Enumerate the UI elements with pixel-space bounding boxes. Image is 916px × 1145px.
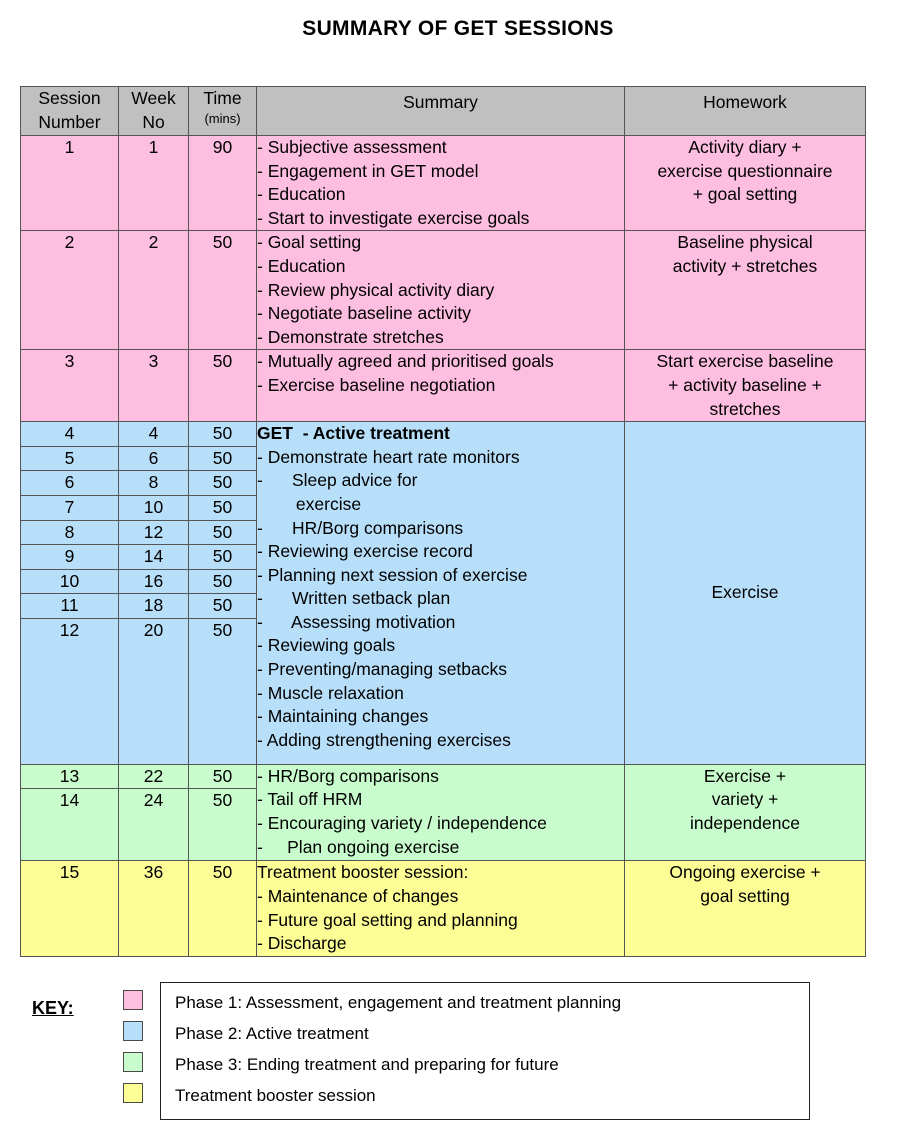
summary-line: - Subjective assessment [257,137,447,157]
summary-line: - Review physical activity diary [257,279,495,300]
cell-time: 50 [189,569,257,594]
summary-line: - Assessing motivation [257,611,456,632]
homework-line: stretches [709,398,781,419]
cell-homework [625,350,866,422]
summary-line: - Future goal setting and planning [257,909,518,930]
summary-line: - Engagement in GET model [257,160,479,181]
summary-line: - Discharge [257,933,347,954]
cell-time: 50 [189,861,257,956]
homework-line: Exercise [711,582,779,603]
column-header-session-number [21,87,119,136]
summary-line: - HR/Borg comparisons [257,517,464,538]
summary-line: - Negotiate baseline activity [257,303,471,324]
cell-time: 50 [189,446,257,471]
cell-time: 50 [189,350,257,422]
header-time-units: (mins) [204,110,241,126]
column-header-homework: Homework [625,87,866,136]
cell-week-no: 22 [119,764,189,789]
summary-line: - Sleep advice for [257,470,418,491]
homework-line: goal setting [700,886,790,907]
homework-line: Baseline physical [677,232,813,253]
cell-time: 50 [189,789,257,861]
summary-line: - Education [257,255,346,276]
key-label: KEY: [32,998,74,1018]
key-swatch-column [123,990,153,1114]
cell-session-number: 7 [21,495,119,520]
summary-line: - Exercise baseline negotiation [257,374,496,395]
cell-session-number: 3 [21,350,119,422]
cell-time: 50 [189,618,257,764]
cell-session-number: 8 [21,520,119,545]
cell-homework [625,231,866,350]
column-header-summary: Summary [257,87,625,136]
summary-line: - Plan ongoing exercise [257,836,460,857]
cell-week-no: 6 [119,446,189,471]
cell-week-no: 2 [119,231,189,350]
table-body [21,136,866,957]
summary-line: - Maintaining changes [257,706,429,727]
cell-summary [257,231,625,350]
summary-line: - Adding strengthening exercises [257,729,511,750]
cell-time: 50 [189,495,257,520]
key-item-label: Phase 1: Assessment, engagement and treatment planning [175,993,622,1012]
homework-line: Activity diary + [688,137,802,157]
cell-week-no: 1 [119,136,189,231]
key-item-label: Treatment booster session [175,1086,376,1105]
homework-line: exercise questionnaire [657,160,833,181]
key-swatch-2 [123,1021,143,1041]
cell-homework [625,861,866,956]
homework-line: Exercise + [703,765,787,786]
cell-session-number: 14 [21,789,119,861]
cell-homework [625,422,866,765]
table-row [21,136,866,231]
key-swatch-1 [123,990,143,1010]
cell-summary [257,764,625,861]
cell-week-no: 18 [119,594,189,619]
summary-line: - Encouraging variety / independence [257,813,547,834]
cell-week-no: 10 [119,495,189,520]
cell-session-number: 11 [21,594,119,619]
key-item-label: Phase 3: Ending treatment and preparing for future [175,1055,559,1074]
summary-line: - HR/Borg comparisons [257,765,439,786]
page-title: SUMMARY OF GET SESSIONS [302,17,614,40]
cell-week-no: 8 [119,471,189,496]
homework-line: activity + stretches [672,255,818,276]
summary-line: GET - Active treatment [257,423,450,444]
cell-session-number: 1 [21,136,119,231]
cell-homework [625,136,866,231]
summary-line: - Written setback plan [257,588,451,609]
summary-line: - Planning next session of exercise [257,564,528,585]
summary-line: - Goal setting [257,232,362,253]
key-legend [20,982,810,1122]
summary-line: - Demonstrate stretches [257,326,444,347]
cell-time: 90 [189,136,257,231]
schedule-table-container [20,86,865,957]
header-time-line1: Time [203,88,242,108]
summary-line: - Mutually agreed and prioritised goals [257,351,554,372]
table-row [21,422,866,447]
header-row [21,87,866,136]
cell-time: 50 [189,520,257,545]
key-swatch-3 [123,1052,143,1072]
cell-session-number: 4 [21,422,119,447]
cell-session-number: 10 [21,569,119,594]
cell-week-no: 20 [119,618,189,764]
summary-line: - Muscle relaxation [257,682,404,703]
key-text-column [161,983,809,1111]
header-week-line2: No [142,111,165,132]
cell-time: 50 [189,471,257,496]
homework-line: Start exercise baseline [656,351,834,372]
table-header [21,87,866,136]
cell-homework [625,764,866,861]
cell-summary [257,350,625,422]
summary-line: - Preventing/managing setbacks [257,659,507,680]
cell-time: 50 [189,594,257,619]
cell-session-number: 15 [21,861,119,956]
cell-session-number: 2 [21,231,119,350]
summary-line: - Start to investigate exercise goals [257,207,530,228]
table-row [21,764,866,789]
cell-week-no: 12 [119,520,189,545]
cell-session-number: 12 [21,618,119,764]
cell-week-no: 16 [119,569,189,594]
table-row [21,861,866,956]
header-week-line1: Week [131,88,176,108]
cell-session-number: 13 [21,764,119,789]
summary-line: - Reviewing goals [257,635,396,656]
column-header-week-no [119,87,189,136]
summary-line: - Reviewing exercise record [257,541,473,562]
cell-session-number: 9 [21,545,119,570]
homework-line: independence [690,813,800,834]
cell-time: 50 [189,764,257,789]
cell-summary [257,422,625,765]
table-row [21,231,866,350]
key-swatch-4 [123,1083,143,1103]
cell-week-no: 3 [119,350,189,422]
summary-line: - Demonstrate heart rate monitors [257,446,520,467]
key-item-label: Phase 2: Active treatment [175,1024,369,1043]
homework-line: Ongoing exercise + [669,862,821,883]
homework-line: variety + [711,789,779,810]
cell-session-number: 6 [21,471,119,496]
cell-week-no: 4 [119,422,189,447]
cell-session-number: 5 [21,446,119,471]
homework-line: + goal setting [692,184,798,205]
summary-line: - Maintenance of changes [257,886,459,907]
homework-line: + activity baseline + [668,374,822,395]
cell-time: 50 [189,422,257,447]
get-sessions-table [20,86,866,957]
summary-line: - Tail off HRM [257,789,363,810]
cell-time: 50 [189,231,257,350]
column-header-time [189,87,257,136]
key-text-box [160,982,810,1120]
cell-week-no: 24 [119,789,189,861]
summary-line: - Education [257,184,346,205]
cell-week-no: 14 [119,545,189,570]
cell-time: 50 [189,545,257,570]
summary-line: Treatment booster session: [257,862,469,883]
summary-line: exercise [257,493,362,514]
header-session-line1: Session [38,88,101,108]
header-session-line2: Number [38,111,101,132]
cell-week-no: 36 [119,861,189,956]
table-row [21,350,866,422]
cell-summary [257,136,625,231]
cell-summary [257,861,625,956]
